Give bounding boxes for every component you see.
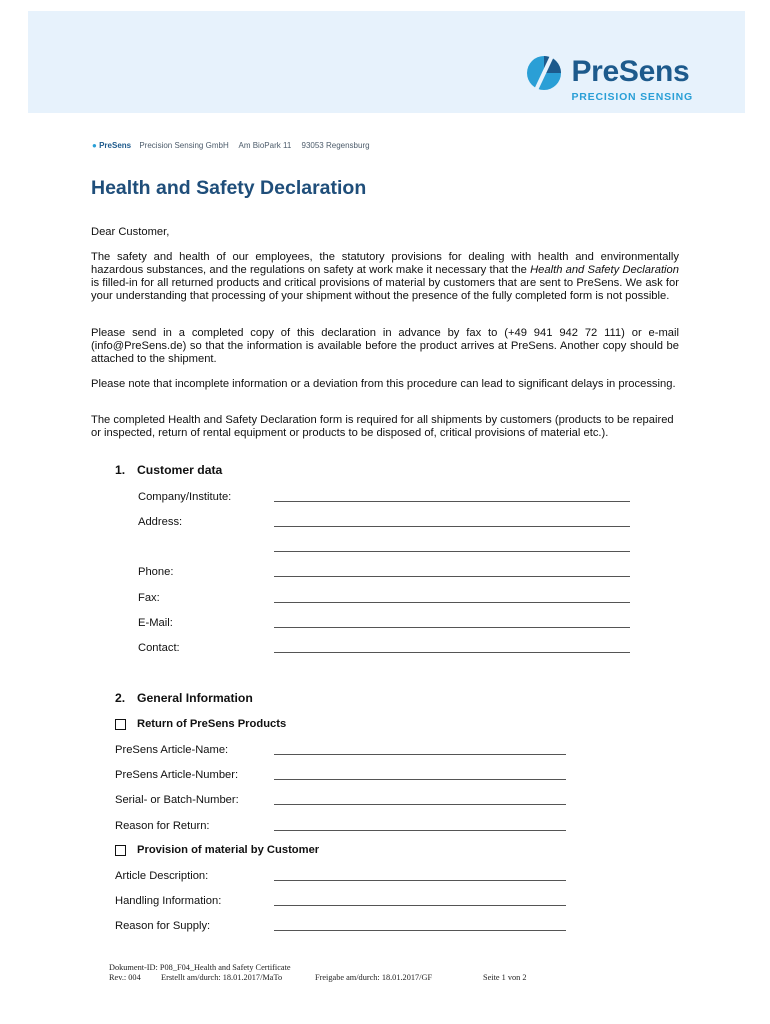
intro-text-1: The safety and health of our employees, the statutory provisions for dealing with health and environmentally hazardous substances, and the regulations on safety at work make it necessary that the (91, 251, 679, 276)
address-field-line-2[interactable] (274, 551, 630, 552)
company-label: Company/Institute: (138, 491, 232, 503)
return-reason-label: Reason for Return: (115, 820, 210, 832)
requirement-paragraph: The completed Health and Safety Declaration form is required for all shipments by customers (products to be repaired or inspected, return of rental equipment or products to be disposed of, critical provisions of material etc.). (91, 414, 674, 439)
letterhead-company: Precision Sensing GmbH (139, 141, 229, 150)
article-name-field[interactable] (274, 754, 566, 755)
presens-logo-icon (525, 54, 563, 92)
letterhead-city: 93053 Regensburg (301, 141, 370, 150)
fax-field[interactable] (274, 602, 630, 603)
footer-revision: Rev.: 004 (109, 972, 141, 982)
header-band (28, 11, 745, 113)
company-field[interactable] (274, 501, 630, 502)
page-title: Health and Safety Declaration (91, 177, 367, 199)
article-number-field[interactable] (274, 779, 566, 780)
section-2-heading (115, 691, 253, 705)
section-1-number: 1. (115, 463, 126, 477)
return-option (115, 718, 286, 730)
greeting: Dear Customer, (91, 226, 170, 238)
presens-logo (525, 54, 693, 103)
return-option-label: Return of PreSens Products (137, 718, 287, 730)
letterhead-dot-icon: ● (92, 141, 97, 150)
intro-paragraph (91, 251, 679, 303)
serial-number-label: Serial- or Batch-Number: (115, 794, 239, 806)
fax-label: Fax: (138, 592, 160, 604)
supply-reason-field[interactable] (274, 930, 566, 931)
supply-reason-label: Reason for Supply: (115, 920, 211, 932)
provision-option (115, 844, 319, 856)
handling-info-field[interactable] (274, 905, 566, 906)
address-label: Address: (138, 516, 183, 528)
footer-created: Erstellt am/durch: 18.01.2017/MaTo (161, 972, 283, 982)
contact-field[interactable] (274, 652, 630, 653)
article-description-field[interactable] (274, 880, 566, 881)
intro-text-italic: Health and Safety Declaration (530, 263, 679, 276)
section-2-number: 2. (115, 691, 126, 705)
footer-page-number: Seite 1 von 2 (483, 972, 527, 982)
article-name-label: PreSens Article-Name: (115, 744, 229, 756)
phone-label: Phone: (138, 566, 174, 578)
logo-name: PreSens (571, 55, 690, 88)
footer-doc-id: Dokument-ID: P08_F04_Health and Safety Certificate (109, 963, 291, 972)
phone-field[interactable] (274, 576, 630, 577)
fax-paragraph: Please send in a completed copy of this declaration in advance by fax to (+49 941 942 72 111) or e-mail (info@PreSens.de) so that the information is available before the product arrives at PreSens. Another copy should be attached to the shipment. (91, 327, 679, 365)
section-1-heading (115, 463, 222, 477)
provision-option-label: Provision of material by Customer (137, 844, 320, 856)
serial-number-field[interactable] (274, 804, 566, 805)
letterhead-brand: PreSens (99, 141, 132, 150)
letterhead-address (92, 141, 378, 150)
letterhead-street: Am BioPark 11 (238, 141, 292, 150)
delay-paragraph: Please note that incomplete information or a deviation from this procedure can lead to significant delays in processing. (91, 378, 676, 390)
section-2-title: General Information (137, 691, 253, 705)
handling-info-label: Handling Information: (115, 895, 222, 907)
article-number-label: PreSens Article-Number: (115, 769, 239, 781)
provision-checkbox[interactable] (115, 845, 126, 856)
article-description-label: Article Description: (115, 870, 209, 882)
return-reason-field[interactable] (274, 830, 566, 831)
email-label: E-Mail: (138, 617, 173, 629)
footer-released: Freigabe am/durch: 18.01.2017/GF (315, 972, 433, 982)
logo-tagline: PRECISION SENSING (571, 91, 693, 103)
email-field[interactable] (274, 627, 630, 628)
intro-text-2: is filled-in for all returned products and critical provisions of material by customers that are sent to PreSens. We ask for your understanding that processing of your shipment without the presence of the fully completed form is not possible. (91, 276, 679, 302)
contact-label: Contact: (138, 642, 180, 654)
address-field-line-1[interactable] (274, 526, 630, 527)
return-checkbox[interactable] (115, 719, 126, 730)
section-1-title: Customer data (137, 463, 223, 477)
